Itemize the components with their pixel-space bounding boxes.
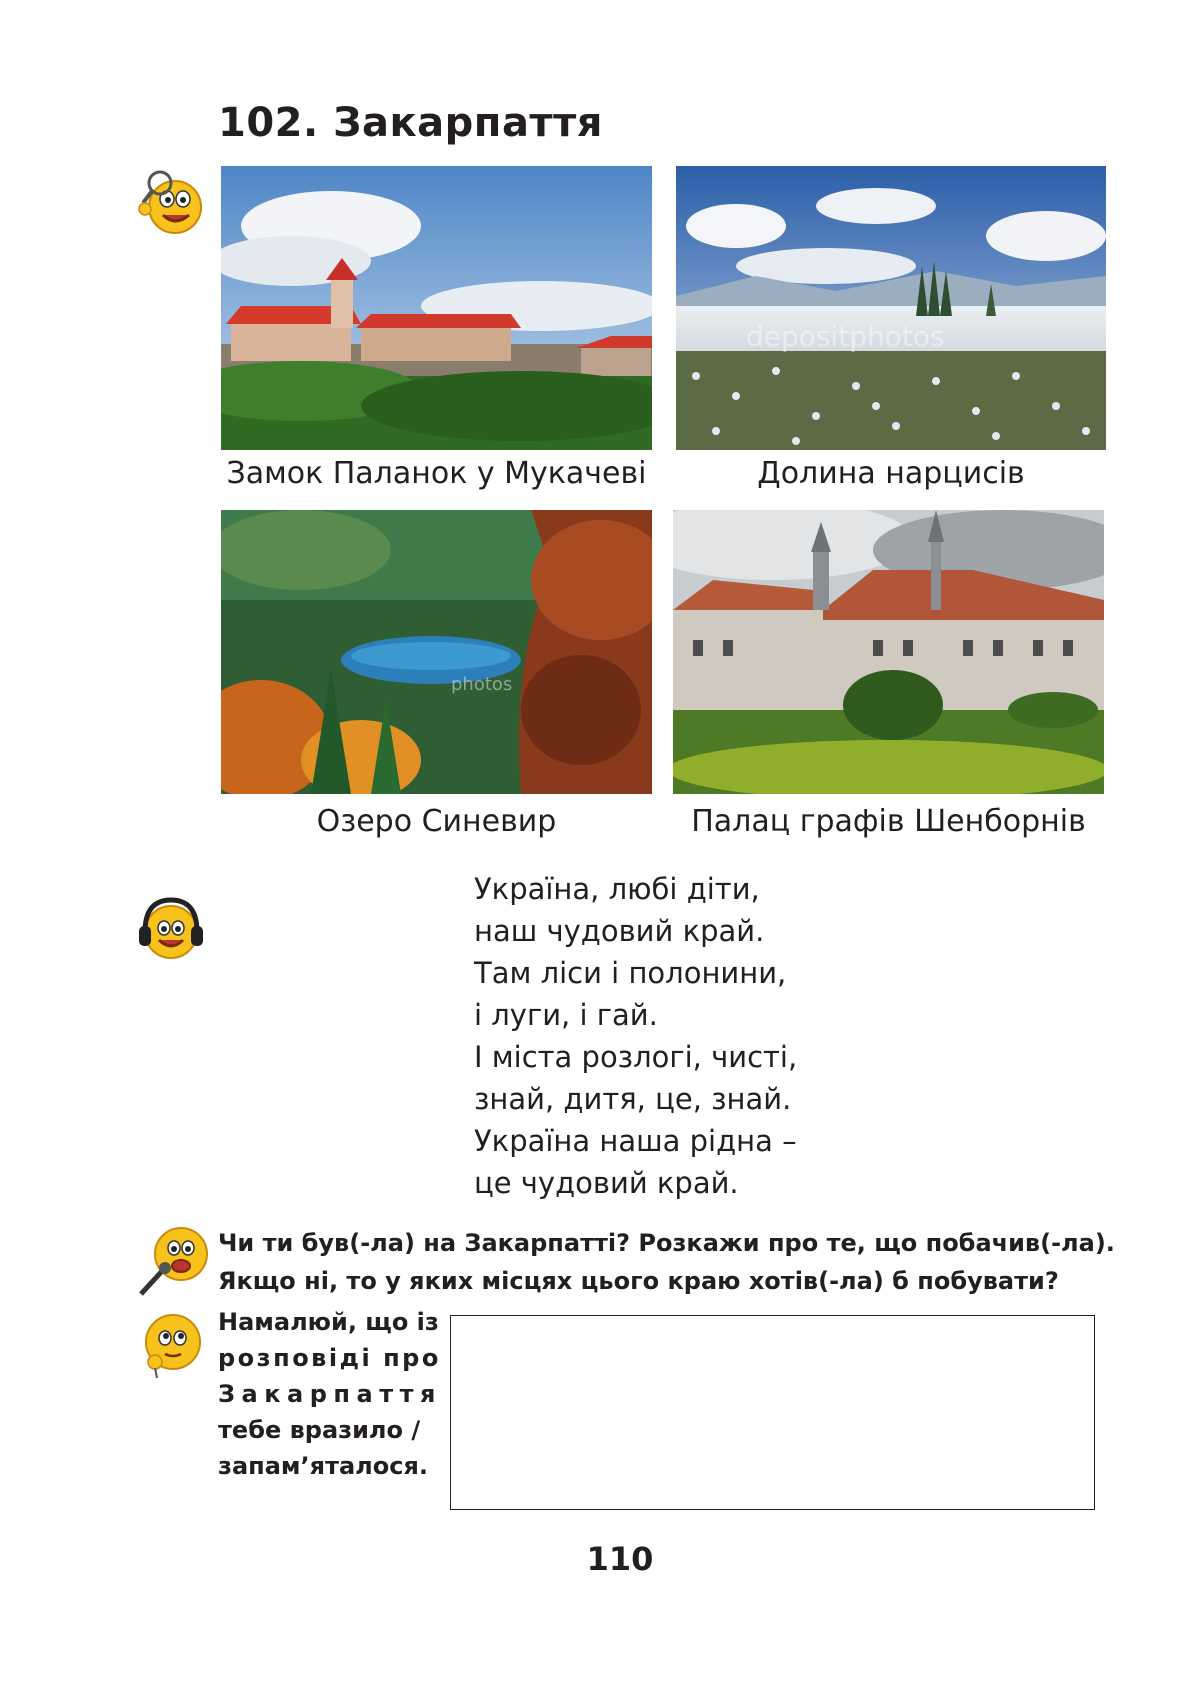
poem-line: Україна наша рідна – xyxy=(474,1124,797,1158)
caption-synevyr: Озеро Синевир xyxy=(316,804,557,839)
caption-palanok: Замок Паланок у Мукачеві xyxy=(226,456,647,491)
lesson-title: 102. Закарпаття xyxy=(218,100,603,146)
caption-schonborn: Палац графів Шенборнів xyxy=(691,804,1086,839)
draw-prompt-line: Закарпаття xyxy=(218,1380,442,1408)
draw-prompt-line: тебе вразило / xyxy=(218,1416,421,1444)
photo-narcissus-valley xyxy=(676,166,1106,450)
question-line: Чи ти був(-ла) на Закарпатті? Розкажи про те, що побачив(-ла). xyxy=(218,1229,1115,1257)
poem-line: І міста розлогі, чисті, xyxy=(474,1040,798,1074)
poem-line: Україна, любі діти, xyxy=(474,872,760,906)
draw-prompt-line: розповіді про xyxy=(218,1344,441,1372)
question-line: Якщо ні, то у яких місцях цього краю хотів(-ла) б побувати? xyxy=(218,1267,1059,1295)
draw-prompt-line: запам’яталося. xyxy=(218,1452,428,1480)
poem-line: це чудовий край. xyxy=(474,1166,739,1200)
drawing-box[interactable] xyxy=(450,1315,1095,1510)
poem-line: і луги, і гай. xyxy=(474,998,658,1032)
photo-palanok-castle xyxy=(221,166,652,450)
emoji-microphone-icon xyxy=(133,1222,211,1300)
draw-prompt-line: Намалюй, що із xyxy=(218,1308,439,1336)
question xyxy=(218,1224,1115,1300)
poem-line: знай, дитя, це, знай. xyxy=(474,1082,792,1116)
emoji-thinking-icon xyxy=(135,1308,207,1380)
poem xyxy=(474,868,797,1204)
poem-line: Там ліси і полонини, xyxy=(474,956,787,990)
watermark-text: depositphotos xyxy=(746,320,945,353)
caption-narcissus: Долина нарцисів xyxy=(757,456,1025,491)
emoji-headphones-icon xyxy=(135,892,207,964)
emoji-magnifier-icon xyxy=(133,163,208,238)
photo-schonborn-palace xyxy=(673,510,1104,794)
watermark-text: photos xyxy=(451,674,513,695)
poem-line: наш чудовий край. xyxy=(474,914,765,948)
page-number: 110 xyxy=(586,1540,654,1578)
draw-prompt xyxy=(218,1304,442,1484)
photo-synevyr-lake xyxy=(221,510,652,794)
